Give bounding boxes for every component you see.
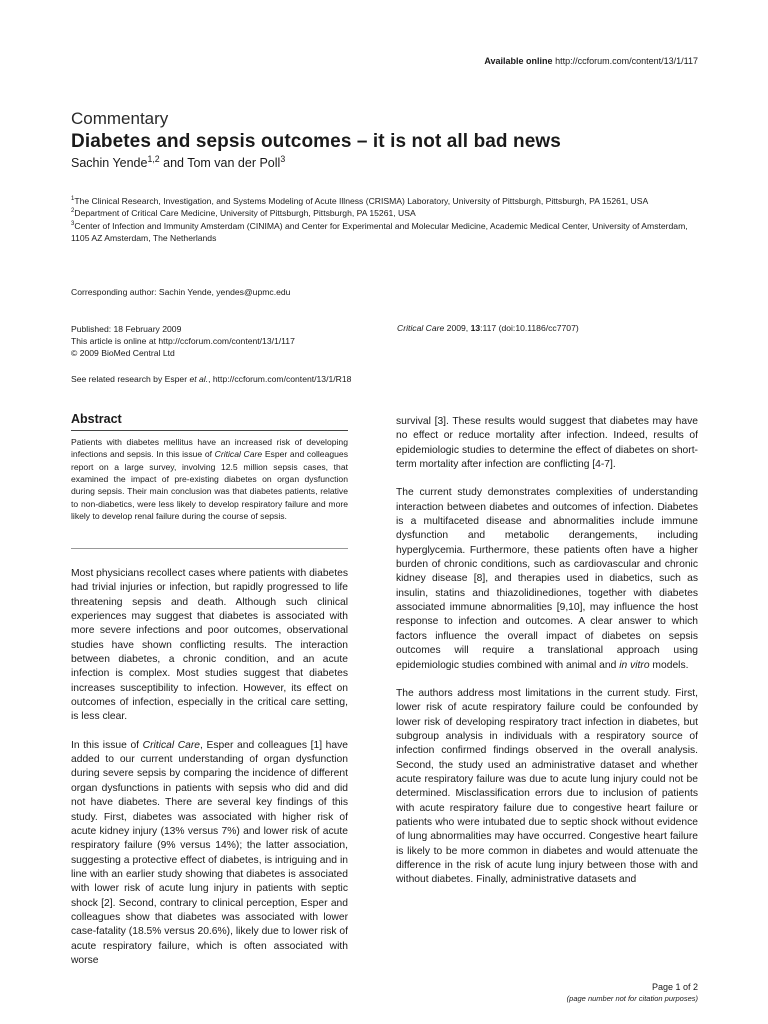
available-label: Available online [484, 56, 553, 66]
affiliation-1: $^1$The Clinical Research, Investigation, and Systems Modeling of Acute Illness (CRISMA) Laboratory, University of Pittsburgh, Pittsburgh, PA 15261, USA [71, 196, 649, 206]
publication-info [71, 323, 295, 359]
published-date: Published: 18 February 2009 [71, 324, 182, 334]
online-url: This article is online at http://ccforum.com/content/13/1/117 [71, 336, 295, 346]
related-research: See related research by Esper et al., http://ccforum.com/content/13/1/R18 [71, 374, 352, 384]
affiliation-3: $^3$Center of Infection and Immunity Amsterdam (CINIMA) and Center for Experimental and Molecular Medicine, Academic Medical Center, University of Amsterdam, 1105 AZ Amsterdam, The Netherlands [71, 220, 688, 243]
body-column-left [71, 567, 348, 982]
authors [71, 153, 286, 170]
copyright: © 2009 BioMed Central Ltd [71, 348, 175, 358]
author-conjunction: and [159, 156, 188, 170]
citation-volume: 13 [470, 323, 481, 333]
abstract-heading: Abstract [71, 412, 348, 431]
article-type: Commentary [71, 109, 169, 128]
citation: Critical Care 2009, 13:117 (doi:10.1186/cc7707) [397, 323, 579, 333]
page-footer [567, 981, 698, 1005]
body-paragraph: The authors address most limitations in the current study. First, lower risk of acute respiratory failure could be confounded by lower risk of developing respiratory tract infection in diabetes, but subgroup analysis in individuals with a respiratory source of infection confirmed findings observed in the overall analysis. Second, the study used an administrative dataset and whether acute respiratory failure was due to acute lung injury could not be determined. Misclassification errors due to inclusion of patients with acute respiratory failure due to congestive heart failure or patients who were intubated due to septic shock without evidence of lung abnormalities may have occurred. Congestive heart failure is likely to be more common in diabetes and would attenuate the difference in the risk of acute lung injury between those with and without diabetes. Finally, administrative datasets and [396, 687, 698, 886]
body-paragraph: Most physicians recollect cases where patients with diabetes had trivial injuries or infection, but rapidly progressed to life threatening sepsis and death. Although such clinical experiences may suggest that diabetes is associated with more severe infections and poor outcomes, observational studies have shown conflicting results. The interaction between diabetes, a chronic condition, and an acute infection is complex. Most studies suggest that diabetes increases susceptibility to infection. However, its effect on outcomes of infection, especially in the critical care setting, is less clear. [71, 568, 349, 723]
author-2: Tom van der Poll [187, 156, 281, 170]
page-number-note: (page number not for citation purposes) [566, 994, 698, 1003]
body-paragraph: In this issue of Critical Care, Esper and colleagues [1] have added to our current understanding of organ dysfunction during severe sepsis by comparing the incidence of different organ dysfunctions in patients with sepsis who did and did not have diabetes. There are several key findings of this study. First, diabetes was associated with higher risk of acute kidney injury (13% versus 7%) and lower risk of acute respiratory failure (9% versus 14%); the latter association, suggesting a protective effect of diabetes, is intriguing and in line with an earlier study showing that diabetes is associated with lower risk of acute lung injury in patients with septic shock [2]. Second, contrary to clinical perception, Esper and colleagues show that diabetes was associated with lower case-fatality (18.5% versus 20.6%), likely due to lower risk of acute respiratory failure, which is often associated with worse [71, 739, 348, 966]
body-paragraph: The current study demonstrates complexities of understanding interaction between diabetes and outcomes of infection. Diabetes is a multifaceted disease and abnormalities include immune dysfunction and metabolic derangements, including hyperglycemia. Furthermore, these patients often have a higher burden of chronic conditions, such as cardiovascular and chronic kidney disease [8], and therapies used in diabetics, such as insulin, statins and thiazolidinediones, together with diabetes associated immune abnormalities [9,10], may influence the host response to infection and outcomes. A clear answer to which factors influence the overall impact of diabetes on sepsis outcomes will require a translational approach using epidemiologic studies combined with animal and in vitro models. [396, 487, 698, 671]
affiliation-2: $^2$Department of Critical Care Medicine, University of Pittsburgh, Pittsburgh, PA 15261, USA [71, 208, 416, 219]
author-2-affil: 3 [280, 153, 286, 164]
abstract-text: Patients with diabetes mellitus have an increased risk of developing infections and sepsis. In this issue of Critical Care Esper and colleagues report on a large survey, involving 12.5 million sepsis cases, that examined the impact of pre-existing diabetes on organ dysfunction during sepsis. Their main conclusion was that diabetes patients, relative to non-diabetics, were less likely to develop respiratory failure and more likely to develop renal failure during the course of sepsis. [71, 437, 348, 522]
page-number: Page 1 of 2 [651, 982, 698, 992]
author-1: Sachin Yende [71, 156, 148, 170]
citation-journal: Critical Care [397, 323, 445, 333]
availability-line [484, 56, 698, 66]
available-url[interactable]: http://ccforum.com/content/13/1/117 [555, 56, 698, 66]
related-link[interactable]: , http://ccforum.com/content/13/1/R18 [208, 374, 352, 384]
body-column-right [396, 415, 698, 902]
corresponding-author: Corresponding author: Sachin Yende, yendes@upmc.edu [71, 287, 291, 297]
abstract-divider [71, 548, 348, 549]
body-paragraph: survival [3]. These results would suggest that diabetes may have no effect or reduce mortality after infection. Indeed, results of epidemiologic studies to determine the effect of diabetes on short-term mortality after infection are conflicting [4-7]. [396, 416, 698, 471]
article-title: Diabetes and sepsis outcomes – it is not all bad news [71, 131, 561, 152]
author-1-affil: 1,2 [147, 153, 160, 164]
affiliations [71, 195, 701, 244]
